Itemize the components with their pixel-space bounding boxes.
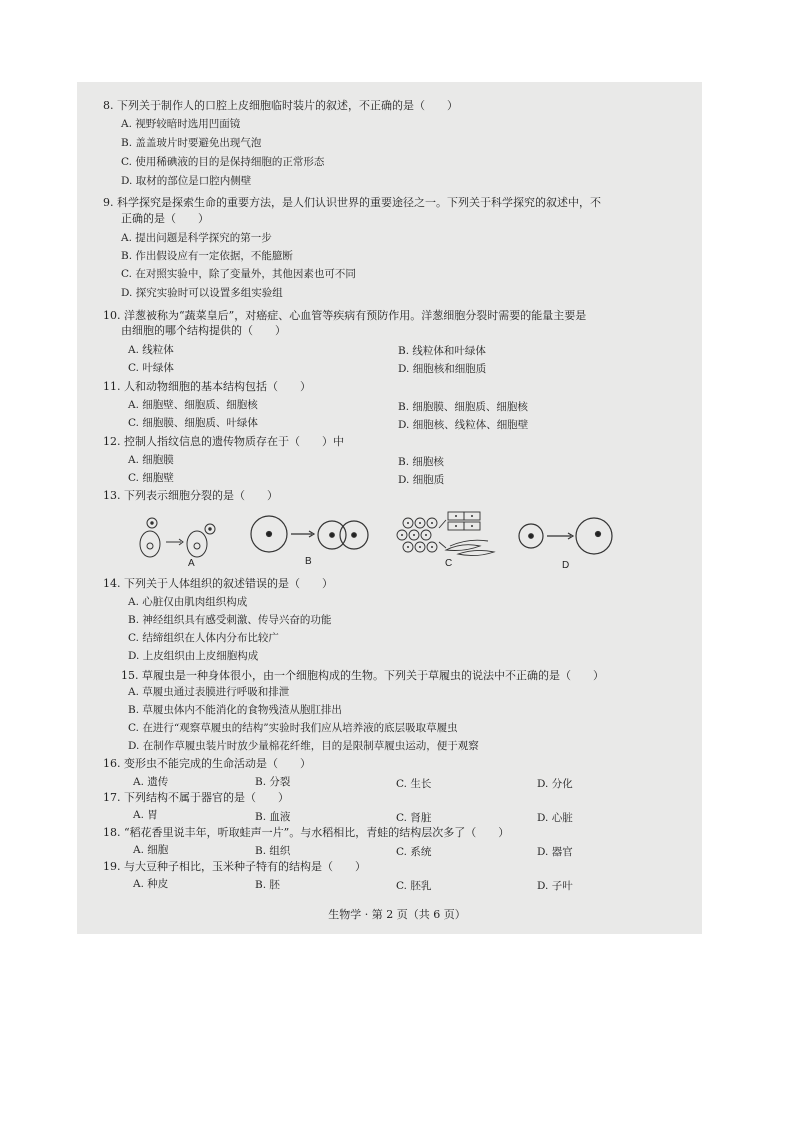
q19-option-b: B. 胚 <box>255 879 280 891</box>
q18-option-b: B. 组织 <box>255 845 291 857</box>
question-15-stem: 15. 草履虫是一种身体很小，由一个细胞构成的生物。下列关于草履虫的说法中不正确的是（ ） <box>121 669 604 682</box>
figure-b-cell-division <box>251 516 368 552</box>
q12-option-b: B. 细胞核 <box>398 456 444 468</box>
question-10-stem-cont: 由细胞的哪个结构提供的（ ） <box>121 324 286 337</box>
q10-option-c: C. 叶绿体 <box>128 362 174 374</box>
question-17-stem: 17. 下列结构不属于器官的是（ ） <box>103 791 289 804</box>
q18-option-a: A. 细胞 <box>133 844 169 856</box>
q12-option-c: C. 细胞壁 <box>128 472 174 484</box>
page-footer: 生物学 · 第 2 页（共 6 页） <box>328 908 466 921</box>
question-12-stem: 12. 控制人指纹信息的遗传物质存在于（ ）中 <box>103 435 344 448</box>
q8-option-d: D. 取材的部位是口腔内侧壁 <box>121 175 252 187</box>
figure-a-yeast-budding <box>140 518 215 557</box>
figure-label-c: C <box>445 558 453 569</box>
figure-label-a: A <box>188 558 195 569</box>
q16-option-a: A. 遗传 <box>133 776 169 788</box>
question-9-stem-cont: 正确的是（ ） <box>121 212 209 225</box>
figure-c-cell-differentiation <box>397 512 494 556</box>
q16-option-d: D. 分化 <box>537 778 573 790</box>
q15-option-a: A. 草履虫通过表膜进行呼吸和排泄 <box>128 686 290 698</box>
question-11-stem: 11. 人和动物细胞的基本结构包括（ ） <box>103 380 311 393</box>
q10-option-d: D. 细胞核和细胞质 <box>398 363 487 375</box>
q9-option-a: A. 提出问题是科学探究的第一步 <box>121 232 272 244</box>
question-18-stem: 18. “稻花香里说丰年，听取蛙声一片”。与水稻相比，青蛙的结构层次多了（ ） <box>103 826 510 839</box>
q17-option-c: C. 肾脏 <box>396 812 432 824</box>
question-8-stem: 8. 下列关于制作人的口腔上皮细胞临时装片的叙述，不正确的是（ ） <box>103 99 458 112</box>
q8-option-b: B. 盖盖玻片时要避免出现气泡 <box>121 137 262 149</box>
q8-option-a: A. 视野较暗时选用凹面镜 <box>121 118 241 130</box>
question-13-stem: 13. 下列表示细胞分裂的是（ ） <box>103 489 278 502</box>
q11-option-c: C. 细胞膜、细胞质、叶绿体 <box>128 417 258 429</box>
figure-label-b: B <box>305 556 312 567</box>
figure-d-cell-growth <box>519 518 612 554</box>
q17-option-d: D. 心脏 <box>537 812 573 824</box>
q14-option-b: B. 神经组织具有感受刺激、传导兴奋的功能 <box>128 614 332 626</box>
q12-option-a: A. 细胞膜 <box>128 454 174 466</box>
q16-option-c: C. 生长 <box>396 778 432 790</box>
q18-option-c: C. 系统 <box>396 846 432 858</box>
q11-option-a: A. 细胞壁、细胞质、细胞核 <box>128 399 258 411</box>
question-14-stem: 14. 下列关于人体组织的叙述错误的是（ ） <box>103 577 333 590</box>
q15-option-d: D. 在制作草履虫装片时放少量棉花纤维，目的是限制草履虫运动，便于观察 <box>128 740 479 752</box>
q10-option-b: B. 线粒体和叶绿体 <box>398 345 486 357</box>
q11-option-b: B. 细胞膜、细胞质、细胞核 <box>398 401 528 413</box>
question-16-stem: 16. 变形虫不能完成的生命活动是（ ） <box>103 757 311 770</box>
q9-option-d: D. 探究实验时可以设置多组实验组 <box>121 287 283 299</box>
q14-option-a: A. 心脏仅由肌肉组织构成 <box>128 596 248 608</box>
question-10-stem: 10. 洋葱被称为“蔬菜皇后”，对癌症、心血管等疾病有预防作用。洋葱细胞分裂时需要的能量主要是 <box>103 309 587 322</box>
q18-option-d: D. 器官 <box>537 846 573 858</box>
question-9-stem: 9. 科学探究是探索生命的重要方法，是人们认识世界的重要途径之一。下列关于科学探究的叙述中，不 <box>103 196 601 209</box>
q17-option-a: A. 胃 <box>133 809 158 821</box>
q9-option-c: C. 在对照实验中，除了变量外，其他因素也可不同 <box>121 268 356 280</box>
q15-option-c: C. 在进行“观察草履虫的结构”实验时我们应从培养液的底层吸取草履虫 <box>128 722 458 734</box>
q16-option-b: B. 分裂 <box>255 776 291 788</box>
q17-option-b: B. 血液 <box>255 811 291 823</box>
q14-option-c: C. 结缔组织在人体内分布比较广 <box>128 632 279 644</box>
cell-division-figure <box>128 508 628 574</box>
q15-option-b: B. 草履虫体内不能消化的食物残渣从胞肛排出 <box>128 704 342 716</box>
q10-option-a: A. 线粒体 <box>128 344 174 356</box>
q19-option-c: C. 胚乳 <box>396 880 432 892</box>
question-19-stem: 19. 与大豆种子相比，玉米种子特有的结构是（ ） <box>103 860 366 873</box>
q12-option-d: D. 细胞质 <box>398 474 445 486</box>
q19-option-d: D. 子叶 <box>537 880 573 892</box>
q19-option-a: A. 种皮 <box>133 878 169 890</box>
q9-option-b: B. 作出假设应有一定依据，不能臆断 <box>121 250 293 262</box>
q14-option-d: D. 上皮组织由上皮细胞构成 <box>128 650 259 662</box>
q8-option-c: C. 使用稀碘液的目的是保持细胞的正常形态 <box>121 156 325 168</box>
q11-option-d: D. 细胞核、线粒体、细胞壁 <box>398 419 529 431</box>
figure-label-d: D <box>562 560 570 571</box>
